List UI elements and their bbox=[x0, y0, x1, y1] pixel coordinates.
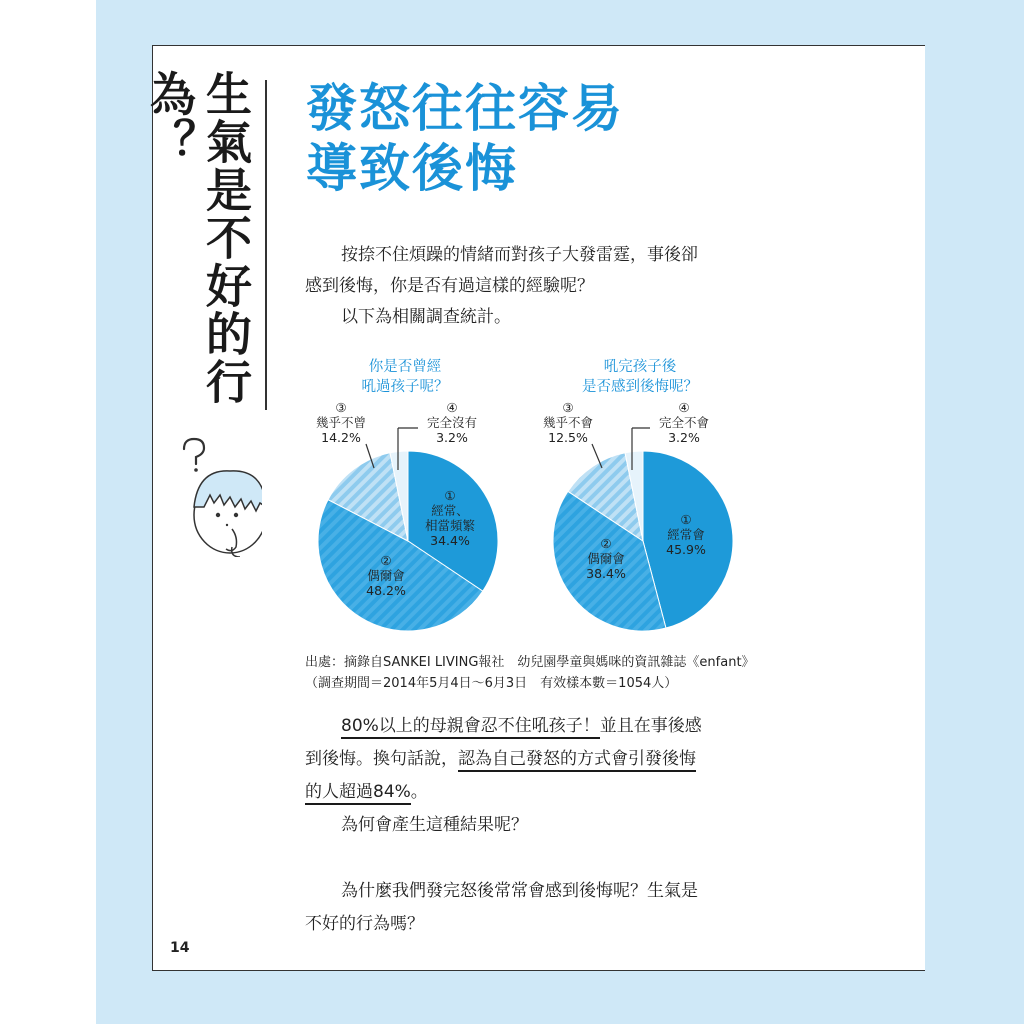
highlight-84-a: 認為自己發怒的方式會引發後悔 bbox=[458, 749, 696, 772]
body-p3-line2: 不好的行為嗎？ bbox=[305, 914, 424, 934]
chart1-label-3-text: 幾乎不曾 bbox=[316, 415, 367, 430]
chart2-label-1-text: 經常會 bbox=[667, 527, 705, 542]
body-p1-end: 。 bbox=[410, 782, 428, 802]
body-p3-line1: 為什麼我們發完怒後常常會感到後悔呢？生氣是 bbox=[341, 881, 698, 901]
chart2-label-2-pct: 38.4% bbox=[586, 566, 626, 581]
chart1-label-2 bbox=[360, 553, 412, 598]
chart2-label-1-num: ① bbox=[680, 512, 692, 527]
chart1-label-4-pct: 3.2% bbox=[436, 430, 468, 445]
chart1-label-2-text: 偶爾會 bbox=[367, 568, 405, 583]
body-p1-line2 bbox=[305, 743, 775, 776]
source-line2: （調查期間＝2014年5月4日～6月3日 有效樣本數＝1054人） bbox=[305, 676, 678, 691]
chart2-label-3-num: ③ bbox=[562, 400, 574, 415]
chart2-title-line1: 吼完孩子後 bbox=[603, 359, 677, 375]
chart1-label-4-text: 完全沒有 bbox=[426, 415, 477, 430]
chart2-label-3-pct: 12.5% bbox=[548, 430, 588, 445]
chart2-label-2-num: ② bbox=[600, 536, 612, 551]
blank-line bbox=[305, 842, 775, 875]
chart2-label-1 bbox=[660, 512, 712, 557]
chart1-label-3 bbox=[316, 400, 366, 445]
chart1-label-1 bbox=[418, 488, 482, 548]
side-title: 生氣是不好的行為？ bbox=[143, 70, 253, 406]
chart2-label-4-pct: 3.2% bbox=[668, 430, 700, 445]
chart1-title-line2: 吼過孩子呢？ bbox=[361, 379, 449, 395]
chart1-label-2-pct: 48.2% bbox=[366, 583, 406, 598]
body-paragraphs bbox=[305, 710, 775, 941]
chart2-label-3-text: 幾乎不會 bbox=[542, 415, 593, 430]
headline-line2: 導致後悔 bbox=[306, 140, 519, 199]
intro-line3: 以下為相關調查統計。 bbox=[341, 307, 511, 327]
chart1-label-2-num: ② bbox=[380, 553, 392, 568]
chart2-label-4-text: 完全不會 bbox=[658, 415, 709, 430]
body-p1-line1 bbox=[305, 710, 775, 743]
chart1-label-1-text2: 相當頻繁 bbox=[424, 518, 475, 533]
page-number: 14 bbox=[170, 940, 190, 956]
body-p1-c: 到後悔。換句話說， bbox=[305, 749, 458, 769]
body-p1-line3 bbox=[305, 776, 775, 809]
chart1-label-1-text1: 經常、 bbox=[431, 503, 469, 518]
highlight-84-b: 的人超過84% bbox=[305, 782, 411, 805]
chart1-label-4 bbox=[424, 400, 480, 445]
headline-line1: 發怒往往容易 bbox=[306, 80, 625, 139]
chart1-label-1-num: ① bbox=[444, 488, 456, 503]
chart2-title-line2: 是否感到後悔呢？ bbox=[582, 379, 698, 395]
chart1-label-1-pct: 34.4% bbox=[430, 533, 470, 548]
chart2-label-1-pct: 45.9% bbox=[666, 542, 706, 557]
source-line1: 出處：摘錄自SANKEI LIVING報社 幼兒園學童與媽咪的資訊雜誌《enfant》 bbox=[305, 655, 755, 670]
intro-line1: 按捺不住煩躁的情緒而對孩子大發雷霆，事後卻 bbox=[341, 245, 698, 265]
body-p2: 為何會產生這種結果呢？ bbox=[341, 815, 528, 835]
source-note bbox=[305, 652, 755, 694]
highlight-80: 80%以上的母親會忍不住吼孩子！ bbox=[341, 716, 600, 739]
chart2-label-2 bbox=[580, 536, 632, 581]
chart2-label-4 bbox=[655, 400, 713, 445]
chart2-label-4-num: ④ bbox=[678, 400, 690, 415]
chart2-label-3 bbox=[540, 400, 596, 445]
chart2-label-2-text: 偶爾會 bbox=[587, 551, 625, 566]
chart1-label-3-num: ③ bbox=[335, 400, 347, 415]
chart1-label-4-num: ④ bbox=[446, 400, 458, 415]
intro-line2: 感到後悔，你是否有過這樣的經驗呢？ bbox=[305, 276, 594, 296]
chart1-title-line1: 你是否曾經 bbox=[368, 359, 442, 375]
body-p1-rest: 並且在事後感 bbox=[599, 716, 702, 736]
chart1-label-3-pct: 14.2% bbox=[321, 430, 361, 445]
